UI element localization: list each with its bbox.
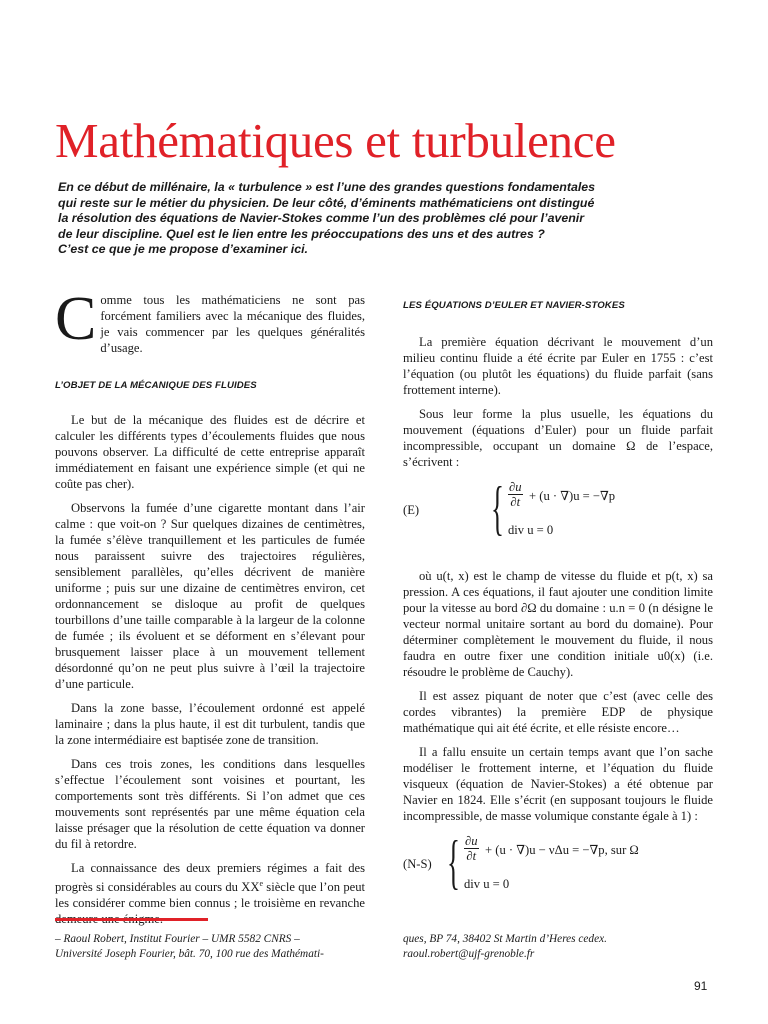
fraction-numerator: ∂u bbox=[509, 480, 522, 494]
equation-rhs: + (u · ∇)u − νΔu = −∇p, sur Ω bbox=[485, 843, 639, 857]
century-superscript: e bbox=[259, 879, 263, 888]
abstract-line: En ce début de millénaire, la « turbulence » est l’une des grandes questions fondamentales bbox=[58, 180, 596, 194]
footnote-right bbox=[403, 932, 723, 962]
brace-icon: { bbox=[491, 475, 504, 541]
partial-fraction bbox=[464, 834, 479, 863]
paragraph: Sous leur forme la plus usuelle, les équations du mouvement (équations d’Euler) pour un fluide parfait incompressible, occupant un domaine Ω de l’espace, s’écrivent : bbox=[403, 407, 713, 469]
equation-constraint: div u = 0 bbox=[508, 523, 554, 537]
paragraph: Il est assez piquant de noter que c’est (avec celle des cordes vibrantes) la première EDP de physique mathématique qui ait été écrite, et elle résiste encore… bbox=[403, 689, 713, 735]
euler-equation bbox=[403, 475, 713, 546]
abstract bbox=[58, 180, 658, 258]
partial-fraction bbox=[508, 480, 523, 509]
paragraph: Dans ces trois zones, les conditions dans lesquelles s’effectue l’écoulement sont voisines et pourtant, les comportements sont très différents. Si l’on admet que ces mouvements sont représentés par une même équation cela laisse présager que la résolution de cette équation va donner du fil à retordre. bbox=[55, 757, 365, 851]
article-title: Mathématiques et turbulence bbox=[55, 113, 616, 168]
drop-cap: C bbox=[55, 285, 97, 353]
navier-stokes-equation bbox=[403, 829, 713, 900]
abstract-line: qui reste sur le métier du physicien. De leur côté, d’éminents mathématiciens ont distingué bbox=[58, 195, 595, 210]
intro-paragraph bbox=[55, 285, 365, 356]
paragraph-text: siècle que l’on peut les considérer comme bien connus ; le troisième en revanche bbox=[55, 880, 365, 911]
abstract-line: la résolution des équations de Navier-Stokes comme l’un des problèmes clé pour l’avenir bbox=[58, 211, 585, 226]
abstract-line: C’est ce que je me propose d’examiner ici. bbox=[58, 242, 308, 257]
section-heading-equations: LES ÉQUATIONS D’EULER ET NAVIER-STOKES bbox=[403, 300, 625, 311]
footnote-email[interactable]: raoul.robert@ujf-grenoble.fr bbox=[403, 948, 535, 960]
footnote-rule bbox=[55, 918, 208, 921]
fraction-denominator: ∂t bbox=[466, 849, 477, 863]
section-heading-objet: L’OBJET DE LA MÉCANIQUE DES FLUIDES bbox=[55, 380, 257, 391]
century-numeral: XX bbox=[241, 880, 260, 895]
paragraph: Il a fallu ensuite un certain temps avant que l’on sache modéliser le frottement interne, et l’équation du fluide visqueux (équation de Navier-Stokes) a été obtenue par Navier en 1824. Elle s’écrit (en supposant toujours le fluide incompressible, de masse volumique constante égale à 1) : bbox=[403, 745, 713, 823]
paragraph: où u(t, x) est le champ de vitesse du fluide et p(t, x) sa pression. A ces équations, il faut ajouter une condition limite pour la vitesse au bord ∂Ω du domaine : u.n = 0 (n désigne le vecteur normal unitaire sortant au bord du domaine). Pour déterminer complètement le mouvement du fluide, il nous faudra en outre fixer une condition initiale u0(x) (i.e. résoudre le problème de Cauchy). bbox=[403, 569, 713, 679]
footnote-line: Université Joseph Fourier, bât. 70, 100 rue des Mathémati- bbox=[55, 948, 324, 960]
equation-constraint: div u = 0 bbox=[464, 877, 510, 891]
brace-icon: { bbox=[447, 829, 460, 895]
paragraph: Observons la fumée d’une cigarette montant dans l’air calme : que voit-on ? Sur quelques dizaines de centimètres, la fumée s’élève tranquillement et les particules de fumée nous paraissent suivre des trajectoires régulières, sensiblement parallèles, qu’elles décrivent de manière uniforme ; puis sur une dizaine de centimètres environ, cet ordonnancement se disloque au profit de quelques tourbillons d’une taille comparable à la largeur de la colonne de fumée ; ils évoluent et se déforment en s’élevant pour brusquement laisser place à un mouvement tellement désordonné qu’on ne peut plus suivre à l’œil la trajectoire d’une particule. bbox=[55, 501, 365, 691]
fraction-numerator: ∂u bbox=[465, 834, 478, 848]
paragraph-text: La connaissance des deux premiers régimes a fait des progrès si considérables au cours du bbox=[55, 861, 365, 895]
paragraph: Dans la zone basse, l’écoulement ordonné est appelé laminaire ; dans la plus haute, il est dit turbulent, tandis que la zone intermédiaire est baptisée zone de transition. bbox=[55, 701, 365, 747]
footnote-line: – Raoul Robert, Institut Fourier – UMR 5582 CNRS – bbox=[55, 933, 300, 945]
page-number: 91 bbox=[694, 979, 708, 993]
intro-text: omme tous les mathématiciens ne sont pas forcément familiers avec la mécanique des fluides, je vais commencer par les quelques généralités d’usage. bbox=[100, 293, 365, 355]
equation-rhs: + (u · ∇)u = −∇p bbox=[529, 489, 616, 503]
paragraph: La première équation décrivant le mouvement d’un milieu continu fluide a été écrite par Euler en 1755 : c’est l’équation (ou plutôt les équations) du fluide parfait (sans frottement interne). bbox=[403, 335, 713, 397]
equation-label: (N-S) bbox=[403, 857, 432, 871]
left-column bbox=[55, 285, 365, 935]
footnote-left bbox=[55, 932, 365, 962]
footnote-line: ques, BP 74, 38402 St Martin d’Heres cedex. bbox=[403, 933, 607, 945]
fraction-denominator: ∂t bbox=[510, 495, 521, 509]
equation-label: (E) bbox=[403, 503, 420, 517]
abstract-line: de leur discipline. Quel est le lien entre les préoccupations des uns et des autres ? bbox=[58, 226, 545, 241]
right-column bbox=[403, 296, 713, 922]
paragraph: Le but de la mécanique des fluides est de décrire et calculer les différents types d’écoulements fluides que nous pouvons observer. La difficulté de cette entreprise apparaît immédiatement en faisant une expérience simple (et qui ne coûte pas cher). bbox=[55, 413, 365, 491]
